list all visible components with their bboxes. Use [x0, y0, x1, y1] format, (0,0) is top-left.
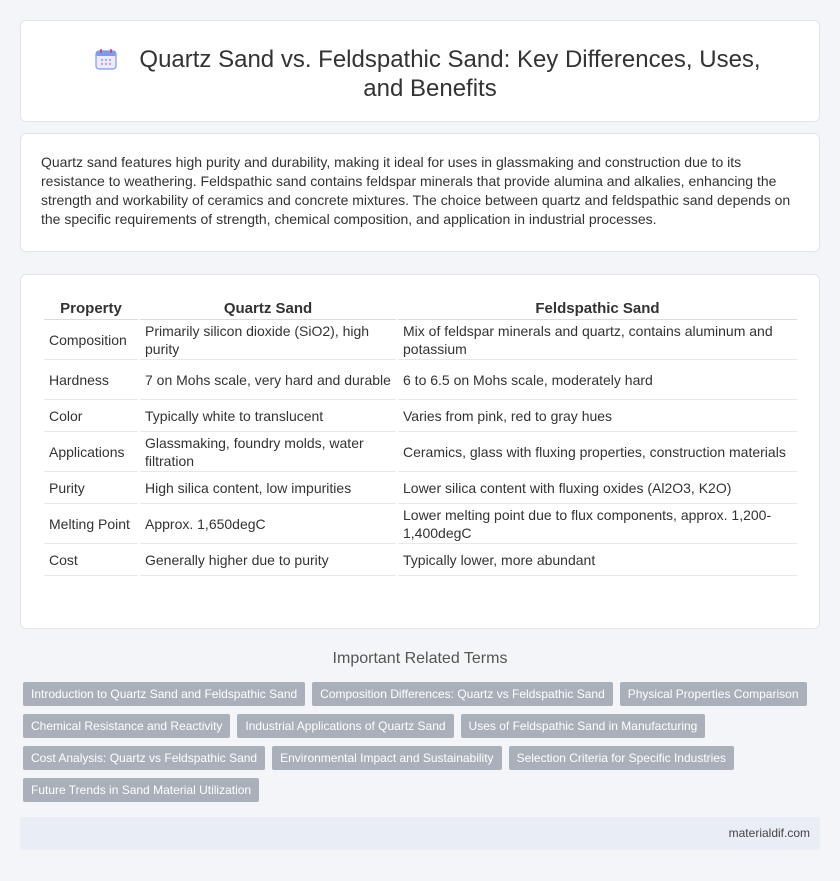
header-quartz-sand: Quartz Sand: [140, 296, 396, 320]
cell-feldspathic: Typically lower, more abundant: [398, 544, 797, 576]
related-term-tag[interactable]: Chemical Resistance and Reactivity: [23, 714, 230, 738]
cell-property: Applications: [44, 432, 138, 472]
comparison-table: [42, 296, 799, 576]
table-row: [44, 400, 797, 432]
related-term-tag[interactable]: Industrial Applications of Quartz Sand: [237, 714, 453, 738]
header-feldspathic-sand: Feldspathic Sand: [398, 296, 797, 320]
footer: [20, 817, 820, 850]
related-term-tag[interactable]: Physical Properties Comparison: [620, 682, 807, 706]
related-terms-list: [23, 682, 813, 802]
related-term-tag[interactable]: Selection Criteria for Specific Industries: [509, 746, 734, 770]
related-term-tag[interactable]: Composition Differences: Quartz vs Feldspathic Sand: [312, 682, 613, 706]
cell-property: Cost: [44, 544, 138, 576]
cell-feldspathic: Ceramics, glass with fluxing properties, construction materials: [398, 432, 797, 472]
cell-feldspathic: Lower melting point due to flux components, approx. 1,200-1,400degC: [398, 504, 797, 544]
related-term-tag[interactable]: Cost Analysis: Quartz vs Feldspathic Sand: [23, 746, 265, 770]
cell-feldspathic: Mix of feldspar minerals and quartz, contains aluminum and potassium: [398, 320, 797, 360]
cell-property: Composition: [44, 320, 138, 360]
table-row: [44, 504, 797, 544]
related-term-tag[interactable]: Uses of Feldspathic Sand in Manufacturing: [461, 714, 706, 738]
related-term-tag[interactable]: Future Trends in Sand Material Utilization: [23, 778, 259, 802]
cell-property: Melting Point: [44, 504, 138, 544]
table-row: [44, 472, 797, 504]
cell-property: Color: [44, 400, 138, 432]
cell-quartz: High silica content, low impurities: [140, 472, 396, 504]
table-header-row: [44, 296, 797, 320]
page-title: Quartz Sand vs. Feldspathic Sand: Key Differences, Uses, and Benefits: [139, 46, 761, 102]
header-property: Property: [44, 296, 138, 320]
cell-property: Purity: [44, 472, 138, 504]
related-term-tag[interactable]: Environmental Impact and Sustainability: [272, 746, 501, 770]
cell-quartz: Approx. 1,650degC: [140, 504, 396, 544]
intro-paragraph: Quartz sand features high purity and durability, making it ideal for uses in glassmaking and construction due to its resistance to weathering. Feldspathic sand contains feldspar minerals that provide alumina and alkalies, enhancing the strength and workability of ceramics and concrete mixtures. The choice between quartz and feldspathic sand depends on the specific requirements of strength, chemical composition, and application in industrial processes.: [41, 154, 791, 227]
table-row: [44, 544, 797, 576]
table-row: [44, 360, 797, 400]
table-row: [44, 320, 797, 360]
intro-card: [20, 133, 820, 252]
cell-property: Hardness: [44, 360, 138, 400]
cell-feldspathic: 6 to 6.5 on Mohs scale, moderately hard: [398, 360, 797, 400]
footer-site-link[interactable]: materialdif.com: [728, 826, 810, 840]
cell-quartz: Typically white to translucent: [140, 400, 396, 432]
related-terms-heading: Important Related Terms: [332, 650, 508, 667]
cell-quartz: Generally higher due to purity: [140, 544, 396, 576]
cell-quartz: Glassmaking, foundry molds, water filtration: [140, 432, 396, 472]
cell-feldspathic: Lower silica content with fluxing oxides (Al2O3, K2O): [398, 472, 797, 504]
related-term-tag[interactable]: Introduction to Quartz Sand and Feldspathic Sand: [23, 682, 305, 706]
cell-feldspathic: Varies from pink, red to gray hues: [398, 400, 797, 432]
title-card: [20, 20, 820, 122]
cell-quartz: 7 on Mohs scale, very hard and durable: [140, 360, 396, 400]
table-row: [44, 432, 797, 472]
comparison-table-card: [20, 274, 820, 629]
cell-quartz: Primarily silicon dioxide (SiO2), high purity: [140, 320, 396, 360]
